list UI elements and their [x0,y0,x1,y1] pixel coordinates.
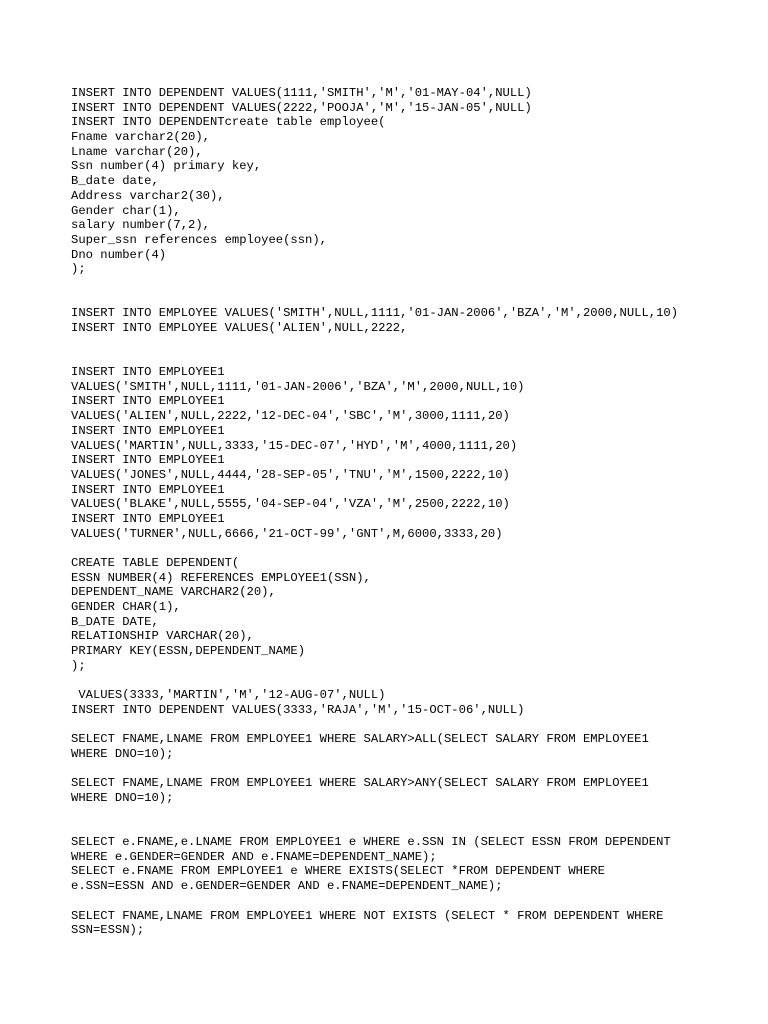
text-line: VALUES('MARTIN',NULL,3333,'15-DEC-07','HYD','M',4000,1111,20) [71,438,518,453]
text-line: SELECT FNAME,LNAME FROM EMPLOYEE1 WHERE SALARY>ALL(SELECT SALARY FROM EMPLOYEE1 [71,732,649,747]
text-line [71,806,751,821]
text-line: ); [71,658,86,673]
text-line: INSERT INTO EMPLOYEE1 [71,482,225,497]
text-line: Ssn number(4) primary key, [71,159,262,174]
text-line: ESSN NUMBER(4) REFERENCES EMPLOYEE1(SSN), [71,570,371,585]
text-line: SELECT e.FNAME FROM EMPLOYEE1 e WHERE EXISTS(SELECT *FROM DEPENDENT WHERE [71,864,605,879]
text-line: VALUES(3333,'MARTIN','M','12-AUG-07',NULL) [71,688,386,703]
text-line [71,541,751,556]
text-line: INSERT INTO DEPENDENT VALUES(2222,'POOJA','M','15-JAN-05',NULL) [71,100,532,115]
text-line [71,674,751,689]
text-line: SELECT FNAME,LNAME FROM EMPLOYEE1 WHERE NOT EXISTS (SELECT * FROM DEPENDENT WHERE [71,908,664,923]
text-line [71,336,751,351]
text-line: SELECT FNAME,LNAME FROM EMPLOYEE1 WHERE SALARY>ANY(SELECT SALARY FROM EMPLOYEE1 [71,776,649,791]
text-line: B_DATE DATE, [71,614,159,629]
text-line [71,762,751,777]
text-line [71,292,751,307]
text-line: Super_ssn references employee(ssn), [71,232,327,247]
text-line: B_date date, [71,174,159,189]
text-line [71,350,751,365]
text-line: Gender char(1), [71,203,181,218]
text-line: VALUES('ALIEN',NULL,2222,'12-DEC-04','SBC','M',3000,1111,20) [71,409,510,424]
text-line: salary number(7,2), [71,218,210,233]
text-line: SELECT e.FNAME,e.LNAME FROM EMPLOYEE1 e WHERE e.SSN IN (SELECT ESSN FROM DEPENDENT [71,835,671,850]
text-line: INSERT INTO DEPENDENTcreate table employee( [71,115,386,130]
text-line [71,894,751,909]
text-line: PRIMARY KEY(ESSN,DEPENDENT_NAME) [71,644,306,659]
text-line [71,820,751,835]
text-line: INSERT INTO EMPLOYEE1 [71,365,225,380]
document-text-body [71,86,751,938]
text-line: WHERE DNO=10); [71,791,174,805]
text-line: Dno number(4) [71,247,167,262]
text-line: INSERT INTO EMPLOYEE VALUES('ALIEN',NULL,2222, [71,321,408,335]
text-line: e.SSN=ESSN AND e.GENDER=GENDER AND e.FNAME=DEPENDENT_NAME); [71,879,503,894]
text-line: Address varchar2(30), [71,188,225,203]
text-line: WHERE DNO=10); [71,746,174,761]
text-line: VALUES('BLAKE',NULL,5555,'04-SEP-04','VZA','M',2500,2222,10) [71,497,510,512]
text-line: VALUES('SMITH',NULL,1111,'01-JAN-2006','BZA','M',2000,NULL,10) [71,379,525,394]
text-line: SSN=ESSN); [71,923,145,938]
text-line: INSERT INTO EMPLOYEE1 [71,394,225,409]
text-line: VALUES('TURNER',NULL,6666,'21-OCT-99','GNT',M,6000,3333,20) [71,526,503,541]
text-line: DEPENDENT_NAME VARCHAR2(20), [71,585,276,600]
text-line: Fname varchar2(20), [71,130,210,145]
text-line: INSERT INTO EMPLOYEE1 [71,511,225,526]
text-line: CREATE TABLE DEPENDENT( [71,556,240,570]
text-line: VALUES('JONES',NULL,4444,'28-SEP-05','TNU','M',1500,2222,10) [71,467,510,482]
text-line: WHERE e.GENDER=GENDER AND e.FNAME=DEPENDENT_NAME); [71,849,437,864]
text-line: INSERT INTO EMPLOYEE1 [71,453,225,468]
text-line [71,277,751,292]
text-line: ); [71,262,86,277]
text-line: INSERT INTO EMPLOYEE VALUES('SMITH',NULL,1111,'01-JAN-2006','BZA','M',2000,NULL,10) [71,306,679,321]
text-line: INSERT INTO DEPENDENT VALUES(3333,'RAJA','M','15-OCT-06',NULL) [71,702,525,717]
text-line: INSERT INTO EMPLOYEE1 [71,423,225,438]
text-line: RELATIONSHIP VARCHAR(20), [71,629,254,644]
text-line: GENDER CHAR(1), [71,600,181,615]
text-line: Lname varchar(20), [71,144,203,159]
text-line: INSERT INTO DEPENDENT VALUES(1111,'SMITH','M','01-MAY-04',NULL) [71,86,532,100]
text-line [71,718,751,733]
